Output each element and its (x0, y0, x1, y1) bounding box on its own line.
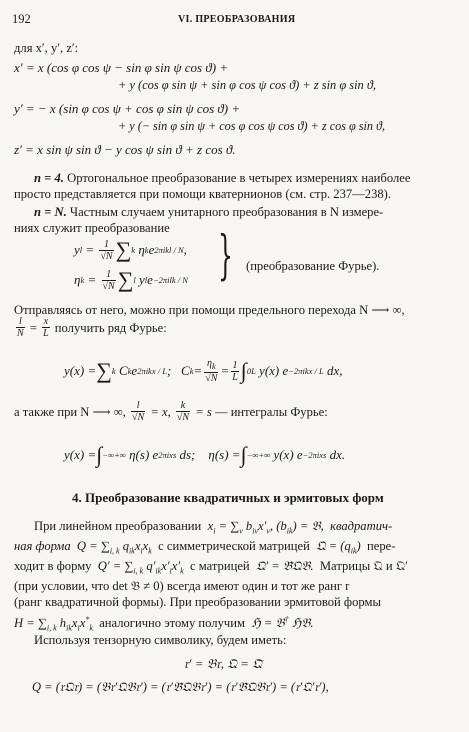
equation-y-line1: y′ = − x (sin φ cos ψ + cos φ sin ψ cos ϑ) + (14, 101, 241, 116)
integrals-tail: — интегралы Фурье: (214, 404, 328, 419)
limit-line-2: l N = x L получить ряд Фурье: (17, 316, 167, 339)
section-title: 4. Преобразование квадратичных и эрмитовых форм (72, 490, 384, 505)
equation-x-line2: + y (cos φ sin ψ + sin φ cos ψ cos ϑ) + z sin φ sin ϑ, (118, 78, 377, 92)
n4-text-1: Ортогональное преобразование в четырех измерениях наиболее (67, 171, 411, 185)
limit-text-1: Отправляясь от него, можно при помощи предельного перехода N ⟶ ∞, (14, 303, 405, 317)
equation-transform: 𝔯′ = 𝔅𝔯, 𝔔 = 𝔔̃ (184, 656, 262, 671)
right-brace: } (218, 226, 233, 286)
p2-b: с симметрической матрицей (158, 539, 310, 553)
n4-paragraph (34, 170, 410, 186)
fourier-label: (преобразование Фурье). (246, 259, 380, 273)
nN-text-1: Частным случаем унитарного преобразования в N измере- (69, 205, 384, 219)
nN-paragraph (34, 204, 383, 220)
running-title: VI. ПРЕОБРАЗОВАНИЯ (178, 14, 296, 25)
p4: (при условии, что det 𝔅 ≠ 0) всегда имеют один и тот же ранг r (14, 579, 350, 593)
section-paragraph-line6: $H = \sum_{i, k}$ $h_{ik}x_ix^*_k$ аналогично этому получим ℌ = 𝔅† ℌ𝔅. (14, 615, 314, 633)
integrals-text: а также при N ⟶ ∞, (14, 404, 126, 419)
intro-text: для x′, y′, z′: (14, 41, 79, 55)
p3-c: Матрицы 𝔔 и 𝔔′ (319, 559, 408, 573)
n4-label: n = 4. (34, 171, 64, 185)
equation-z: z′ = x sin ψ sin ϑ − y cos ψ sin ϑ + z cos ϑ. (14, 142, 236, 157)
nN-label: n = N. (34, 205, 67, 219)
fourier-series-formula: y(x) = ∑ k C k e 2πikx / L ; C k = $\eta_k$ √N = 1 L ∫ 0 L y(x) e −2πikx / L dx, (64, 358, 343, 384)
p6-b: аналогично этому получим (99, 616, 245, 631)
equation-x-line1: x′ = x (cos φ cos ψ − sin φ sin ψ cos ϑ) + (14, 60, 229, 75)
nN-text-2: ниях служит преобразование (14, 221, 170, 235)
p7: Используя тензорную символику, будем иметь: (34, 633, 287, 647)
p2-a: ная форма (14, 539, 71, 553)
p1-tail: квадратич- (330, 519, 393, 533)
equation-y-line2: + y (− sin φ sin ψ + cos φ cos ψ cos ϑ) + z cos φ sin ϑ, (118, 119, 386, 133)
section-paragraph-line1: При линейном преобразовании $x_i = \sum_\nu$ $b_{i\nu}x'_\nu$, $(b_{ik})$ = 𝔅, квадратич- (34, 519, 393, 536)
p2-c: пере- (367, 539, 396, 553)
n4-text-2: просто представляется при помощи кватернионов (см. стр. 237—238). (14, 187, 392, 201)
integrals-intro-line: а также при N ⟶ ∞, $\frac{l}{√N}$ = x, $\frac{k}{√N}$ = s — интегралы Фурье: (14, 400, 328, 423)
p5: (ранг квадратичной формы). При преобразовании эрмитовой формы (14, 595, 381, 609)
p3-a: ходит в форму (14, 559, 92, 573)
limit-text-2: получить ряд Фурье: (54, 320, 167, 335)
section-paragraph-line3: ходит в форму $Q' = \sum_{i, k}$ $q'_{ik}x'_ix'_k$ с матрицей 𝔔′ = 𝔅̃𝔔𝔅. Матрицы 𝔔 и 𝔔′ (14, 559, 408, 576)
p1-text: При линейном преобразовании (34, 519, 202, 533)
equation-Q: Q = (𝔯𝔔𝔯) = (𝔅𝔯′𝔔𝔅𝔯′) = (𝔯′𝔅̃𝔔𝔅𝔯′) = (𝔯′𝔅̃𝔔𝔅𝔯′) = (𝔯′𝔔′𝔯′), (32, 680, 329, 694)
fourier-integrals-formula: y(x) = ∫ −∞ +∞ η(s) e 2πixs ds; η(s) = ∫ −∞ +∞ y(x) e −2πixs dx. (64, 442, 346, 467)
page-number: 192 (12, 12, 31, 26)
p3-b: с матрицей (190, 559, 250, 573)
fourier-forward-formula: y l = 1 √N ∑ k η k e 2πikl / N , (74, 237, 187, 262)
fourier-inverse-formula: η k = 1 √N ∑ l y l e −2πilk / N (74, 267, 188, 292)
section-paragraph-line2: ная форма $Q = \sum_{i, k}$ $q_{ik}x_ix_k$ с симметрической матрицей 𝔔 = $(q_{ik})$ пере- (14, 539, 396, 556)
